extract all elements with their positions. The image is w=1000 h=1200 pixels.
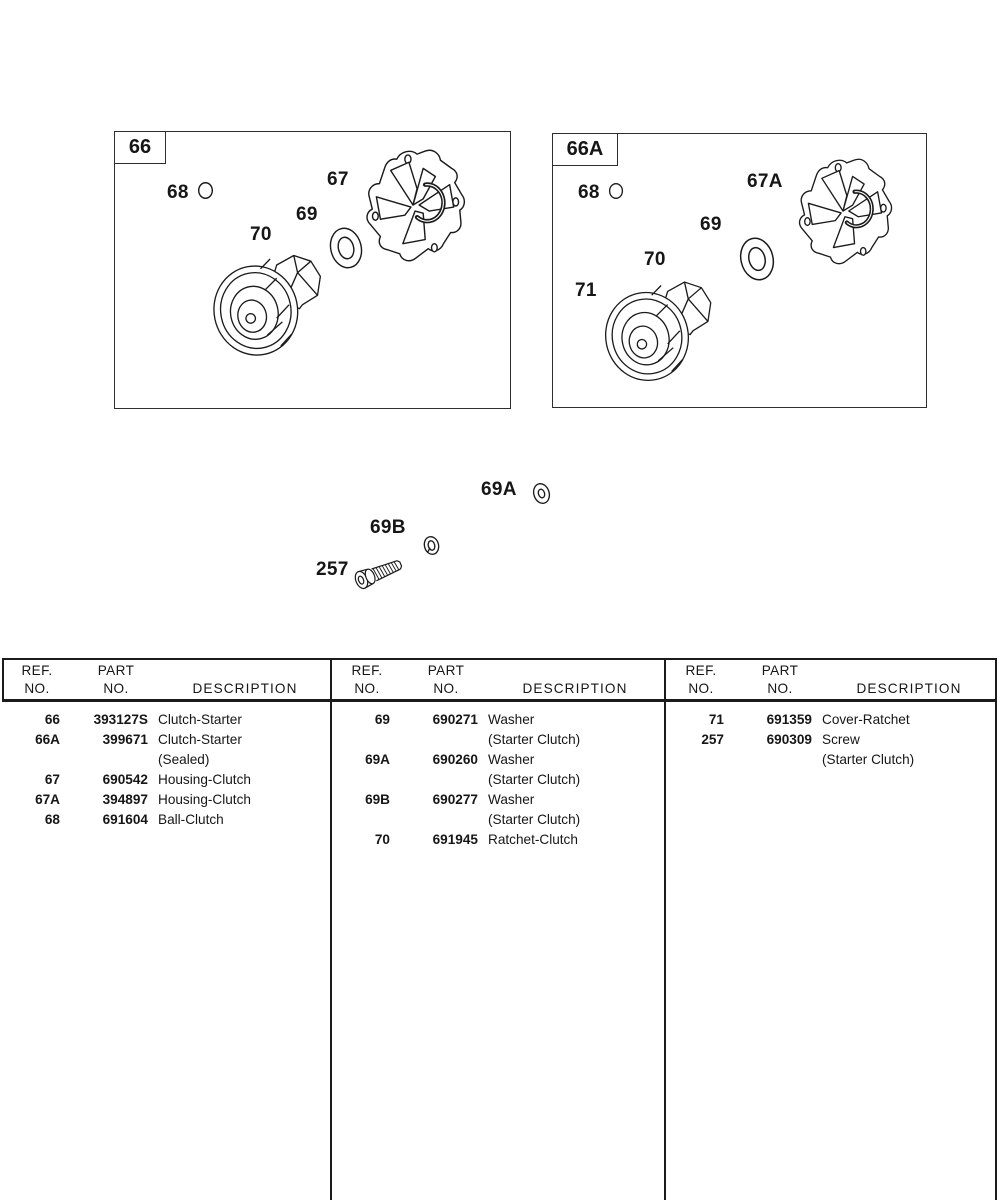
column-header <box>332 663 660 697</box>
header-ref-line1: REF. <box>21 663 53 678</box>
ref-no <box>332 730 390 750</box>
part-no: 690277 <box>432 792 478 807</box>
ref-no: 67A <box>35 792 60 807</box>
callout-69-box66A: 69 <box>700 214 722 235</box>
table-row <box>332 730 662 750</box>
header-ref-line2: NO. <box>24 681 50 696</box>
part-no: 690260 <box>432 752 478 767</box>
column-header <box>666 663 994 697</box>
diagram-box-66-tag: 66 <box>114 131 166 164</box>
parts-column-1 <box>2 658 332 1200</box>
ref-no: 68 <box>44 812 60 827</box>
parts-table <box>0 658 1000 1200</box>
part-no <box>724 750 812 770</box>
part-description: Washer <box>488 712 535 727</box>
column-rows <box>2 710 332 830</box>
callout-70-box66: 70 <box>250 224 272 245</box>
part-description: Clutch-Starter <box>158 712 242 727</box>
table-row <box>332 770 662 790</box>
washer-drawing-69A <box>531 481 552 506</box>
table-row <box>332 710 662 730</box>
part-description: Washer <box>488 792 535 807</box>
part-no: 690542 <box>102 772 148 787</box>
ref-no: 69 <box>374 712 390 727</box>
column-rows <box>666 710 996 770</box>
callout-69-box66: 69 <box>296 204 318 225</box>
header-description: DESCRIPTION <box>192 681 298 696</box>
header-description: DESCRIPTION <box>522 681 628 696</box>
part-description: (Sealed) <box>158 752 210 767</box>
part-description: Clutch-Starter <box>158 732 242 747</box>
washer-drawing-box66 <box>327 224 365 272</box>
table-row <box>2 750 332 770</box>
ref-no: 71 <box>708 712 724 727</box>
column-rows <box>332 710 662 850</box>
callout-68-box66: 68 <box>167 182 189 203</box>
header-part-line1: PART <box>97 663 135 678</box>
ref-no <box>666 750 724 770</box>
ball-clutch-drawing <box>197 181 214 200</box>
ref-no: 69A <box>365 752 390 767</box>
part-no: 691945 <box>432 832 478 847</box>
table-row <box>332 830 662 850</box>
diagram-box-66A-tag: 66A <box>552 133 618 166</box>
table-row <box>2 790 332 810</box>
part-description: Ratchet-Clutch <box>488 832 578 847</box>
ref-no <box>2 750 60 770</box>
part-no: 691604 <box>102 812 148 827</box>
ratchet-clutch-cover-drawing-66A <box>602 266 722 390</box>
part-no <box>390 810 478 830</box>
screw-drawing-257 <box>350 550 408 594</box>
callout-69B: 69B <box>370 517 406 538</box>
header-ref-line1: REF. <box>351 663 383 678</box>
header-part-line2: NO. <box>433 681 459 696</box>
housing-clutch-drawing-66A <box>793 155 893 267</box>
part-no <box>390 770 478 790</box>
part-no: 690271 <box>432 712 478 727</box>
callout-257: 257 <box>316 559 349 580</box>
housing-clutch-drawing <box>360 146 466 264</box>
ratchet-clutch-drawing-box66 <box>210 246 332 358</box>
callout-70-box66A: 70 <box>644 249 666 270</box>
washer-drawing-69B <box>422 534 441 557</box>
ref-no: 70 <box>374 832 390 847</box>
table-row <box>666 710 996 730</box>
ref-no: 257 <box>701 732 724 747</box>
part-no <box>60 750 148 770</box>
callout-71-box66A: 71 <box>575 280 597 301</box>
header-part-line2: NO. <box>103 681 129 696</box>
ball-clutch-drawing-66A <box>608 182 624 200</box>
header-description: DESCRIPTION <box>856 681 962 696</box>
ref-no <box>332 770 390 790</box>
part-description: Screw <box>822 732 860 747</box>
table-row <box>2 730 332 750</box>
callout-67A-box66A: 67A <box>747 171 783 192</box>
callout-67-box66: 67 <box>327 169 349 190</box>
part-description: Cover-Ratchet <box>822 712 910 727</box>
table-row <box>2 810 332 830</box>
header-part-line2: NO. <box>767 681 793 696</box>
table-row <box>666 750 996 770</box>
callout-68-box66A: 68 <box>578 182 600 203</box>
part-no: 393127S <box>93 712 148 727</box>
part-description: (Starter Clutch) <box>488 732 581 747</box>
part-description: Housing-Clutch <box>158 792 251 807</box>
table-row <box>332 810 662 830</box>
part-no: 690309 <box>766 732 812 747</box>
parts-column-2 <box>332 658 662 1200</box>
part-description: (Starter Clutch) <box>822 752 915 767</box>
part-description: Washer <box>488 752 535 767</box>
header-ref-line2: NO. <box>354 681 380 696</box>
part-no <box>390 730 478 750</box>
part-no: 399671 <box>102 732 148 747</box>
callout-69A: 69A <box>481 479 517 500</box>
part-description: (Starter Clutch) <box>488 812 581 827</box>
table-row <box>332 750 662 770</box>
column-header <box>2 663 330 697</box>
header-ref-line2: NO. <box>688 681 714 696</box>
part-no: 691359 <box>766 712 812 727</box>
table-row <box>2 770 332 790</box>
part-description: Ball-Clutch <box>158 812 224 827</box>
part-description: Housing-Clutch <box>158 772 251 787</box>
washer-drawing-box66A <box>736 234 778 284</box>
table-row <box>2 710 332 730</box>
ref-no: 67 <box>44 772 60 787</box>
part-description: (Starter Clutch) <box>488 772 581 787</box>
header-part-line1: PART <box>761 663 799 678</box>
ref-no: 66A <box>35 732 60 747</box>
ref-no: 69B <box>365 792 390 807</box>
table-row <box>666 730 996 750</box>
parts-column-3 <box>666 658 996 1200</box>
header-ref-line1: REF. <box>685 663 717 678</box>
ref-no: 66 <box>44 712 60 727</box>
part-no: 394897 <box>102 792 148 807</box>
header-part-line1: PART <box>427 663 465 678</box>
ref-no <box>332 810 390 830</box>
table-row <box>332 790 662 810</box>
